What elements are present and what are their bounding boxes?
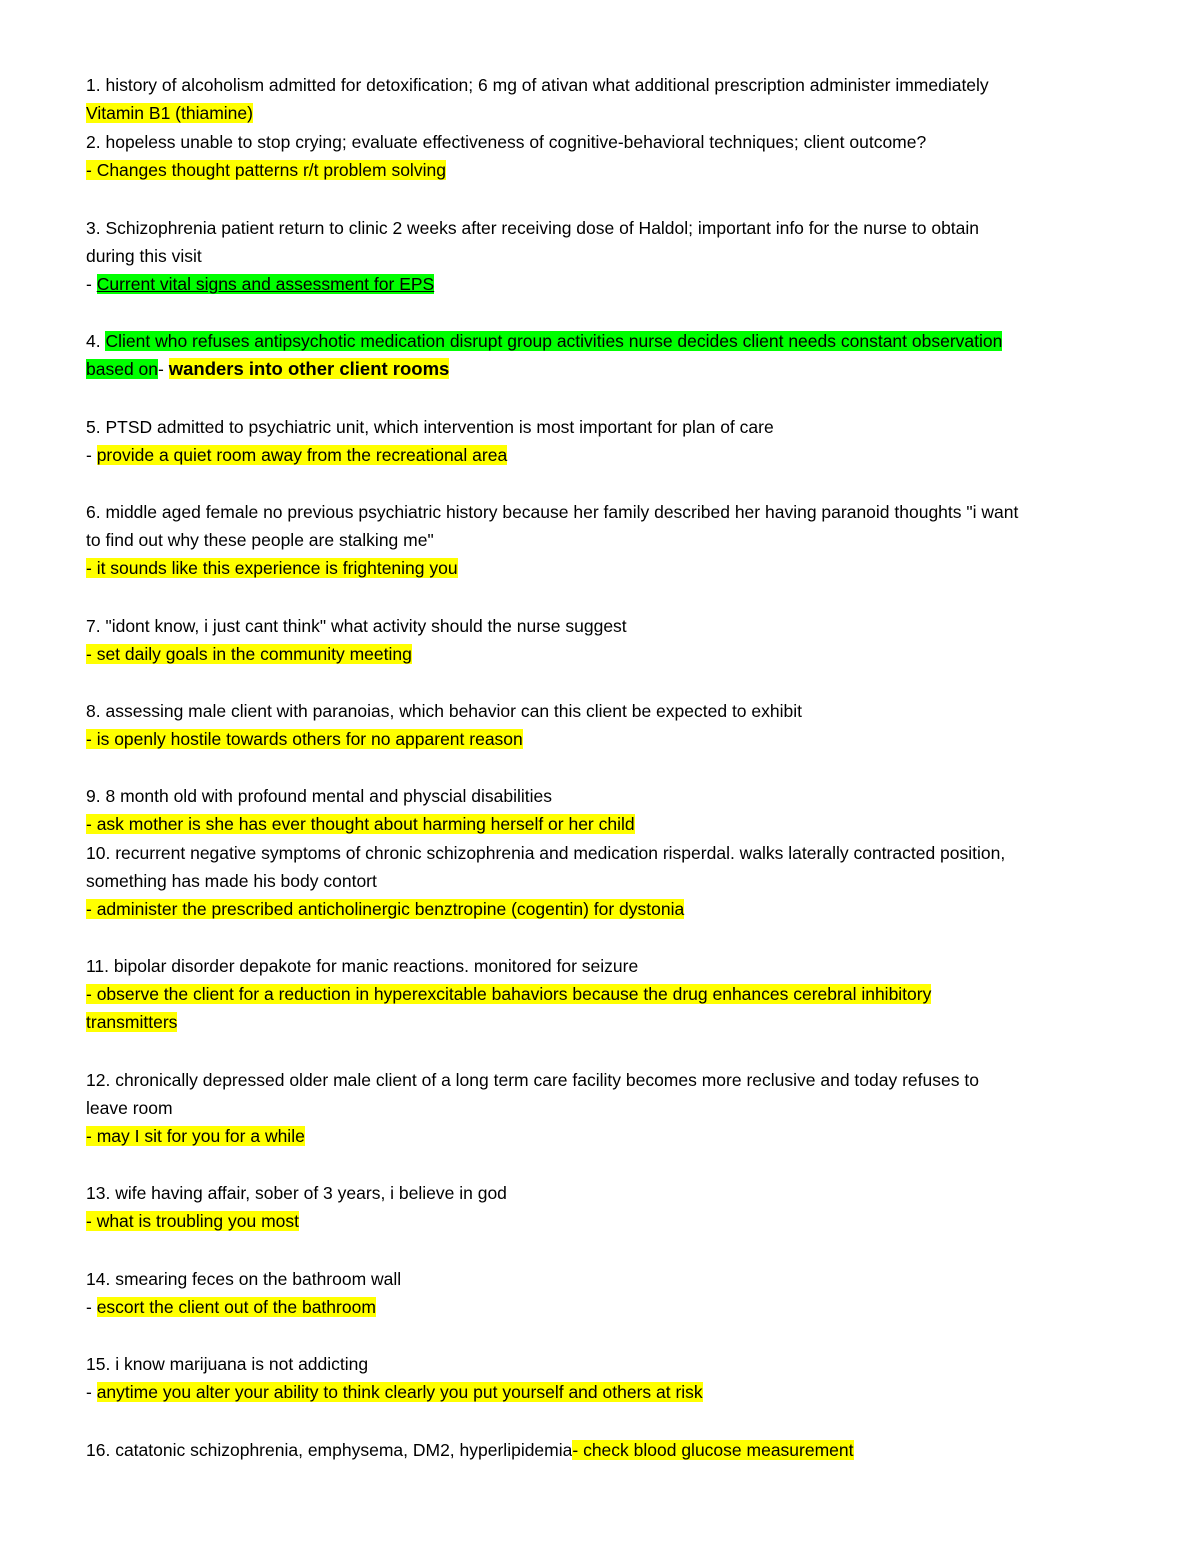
answer-10-line (86, 895, 1156, 923)
question-10-cont: something has made his body contort (86, 871, 377, 891)
answer-12-line (86, 1122, 1156, 1150)
question-7-prompt: "idont know, i just cant think" what activity should the nurse suggest (105, 616, 627, 636)
answer-1-line (86, 99, 1156, 127)
answer-1: Vitamin B1 (thiamine) (86, 103, 253, 123)
answer-8: - is openly hostile towards others for no apparent reason (86, 729, 523, 749)
question-13: 13. wife having affair, sober of 3 years, i believe in god (86, 1183, 507, 1203)
answer-9: - ask mother is she has ever thought about harming herself or her child (86, 814, 635, 834)
answer-3: Current vital signs and assessment for EPS (96, 274, 435, 294)
question-10: 10. recurrent negative symptoms of chronic schizophrenia and medication risperdal. walks laterally contracted position, (86, 843, 1006, 863)
answer-12: - may I sit for you for a while (86, 1126, 305, 1146)
question-2-prompt: hopeless unable to stop crying; evaluate effectiveness of cognitive-behavioral techniques; client outcome? (105, 132, 927, 152)
question-8-prompt: assessing male client with paranoias, which behavior can this client be expected to exhibit (105, 701, 802, 721)
answer-9-line (86, 810, 1156, 838)
answer-2-line (86, 156, 1156, 184)
question-6: 6. middle aged female no previous psychiatric history because her family described her having paranoid thoughts "i want (86, 502, 1019, 522)
question-1-prompt: history of alcoholism admitted for detoxification; 6 mg of ativan what additional prescription administer immediately (105, 75, 989, 95)
answer-15-line: - anytime you alter your ability to think clearly you put yourself and others at risk (86, 1382, 703, 1402)
question-12: 12. chronically depressed older male client of a long term care facility becomes more reclusive and today refuses to (86, 1070, 979, 1090)
question-3-prompt: Schizophrenia patient return to clinic 2 weeks after receiving dose of Haldol; important info for the nurse to obtain (105, 218, 980, 238)
question-3: 3. Schizophrenia patient return to clinic 2 weeks after receiving dose of Haldol; important info for the nurse to obtain (86, 218, 980, 238)
question-10-prompt: recurrent negative symptoms of chronic schizophrenia and medication risperdal. walks laterally contracted position, (115, 843, 1006, 863)
answer-16: - check blood glucose measurement (572, 1440, 854, 1460)
question-12-prompt: chronically depressed older male client of a long term care facility becomes more reclusive and today refuses to (115, 1070, 979, 1090)
answer-4-line: based on- wanders into other client rooms (86, 358, 450, 379)
answer-14-line: - escort the client out of the bathroom (86, 1297, 376, 1317)
question-16: 16. catatonic schizophrenia, emphysema, DM2, hyperlipidemia- check blood glucose measurement (86, 1440, 854, 1460)
question-7: 7. "idont know, i just cant think" what activity should the nurse suggest (86, 616, 627, 636)
answer-15: anytime you alter your ability to think clearly you put yourself and others at risk (96, 1382, 703, 1402)
question-6-cont: to find out why these people are stalking me" (86, 530, 434, 550)
answer-6: - it sounds like this experience is frightening you (86, 558, 458, 578)
question-11: 11. bipolar disorder depakote for manic reactions. monitored for seizure (86, 956, 639, 976)
question-2: 2. hopeless unable to stop crying; evaluate effectiveness of cognitive-behavioral techniques; client outcome? (86, 132, 927, 152)
answer-5: provide a quiet room away from the recreational area (96, 445, 508, 465)
question-1: 1. history of alcoholism admitted for detoxification; 6 mg of ativan what additional prescription administer immediately (86, 75, 989, 95)
question-16-prompt: catatonic schizophrenia, emphysema, DM2, hyperlipidemia (115, 1440, 573, 1460)
answer-8-line (86, 725, 1156, 753)
question-15: 15. i know marijuana is not addicting (86, 1354, 369, 1374)
question-9: 9. 8 month old with profound mental and physcial disabilities (86, 786, 552, 806)
answer-13-line (86, 1207, 1156, 1235)
answer-3-line: - Current vital signs and assessment for EPS (86, 274, 435, 294)
answer-11-line (86, 980, 1156, 1008)
question-4: 4. Client who refuses antipsychotic medication disrupt group activities nurse decides client needs constant observation (86, 331, 1003, 351)
answer-2: - Changes thought patterns r/t problem solving (86, 160, 446, 180)
question-11-prompt: bipolar disorder depakote for manic reactions. monitored for seizure (113, 956, 639, 976)
answer-13: - what is troubling you most (86, 1211, 300, 1231)
question-9-prompt: 8 month old with profound mental and physcial disabilities (105, 786, 552, 806)
question-12-cont: leave room (86, 1098, 173, 1118)
answer-11-cont: transmitters (86, 1012, 178, 1032)
question-4-prompt: Client who refuses antipsychotic medication disrupt group activities nurse decides client needs constant observation (105, 331, 1003, 351)
answer-10: - administer the prescribed anticholinergic benztropine (cogentin) for dystonia (86, 899, 685, 919)
question-5: 5. PTSD admitted to psychiatric unit, which intervention is most important for plan of care (86, 417, 774, 437)
answer-4: wanders into other client rooms (168, 358, 450, 379)
answer-7: - set daily goals in the community meeting (86, 644, 412, 664)
question-14-prompt: smearing feces on the bathroom wall (115, 1269, 402, 1289)
question-13-prompt: wife having affair, sober of 3 years, i believe in god (115, 1183, 507, 1203)
question-3-cont: during this visit (86, 246, 202, 266)
question-14: 14. smearing feces on the bathroom wall (86, 1269, 402, 1289)
answer-7-line (86, 640, 1156, 668)
question-15-prompt: i know marijuana is not addicting (115, 1354, 369, 1374)
question-8: 8. assessing male client with paranoias, which behavior can this client be expected to exhibit (86, 701, 802, 721)
question-6-prompt: middle aged female no previous psychiatric history because her family described her having paranoid thoughts "i want (105, 502, 1019, 522)
answer-6-line (86, 554, 1156, 582)
answer-11: - observe the client for a reduction in hyperexcitable bahaviors because the drug enhances cerebral inhibitory (86, 984, 932, 1004)
answer-14: escort the client out of the bathroom (96, 1297, 376, 1317)
question-5-prompt: PTSD admitted to psychiatric unit, which intervention is most important for plan of care (105, 417, 774, 437)
answer-5-line: - provide a quiet room away from the recreational area (86, 445, 508, 465)
